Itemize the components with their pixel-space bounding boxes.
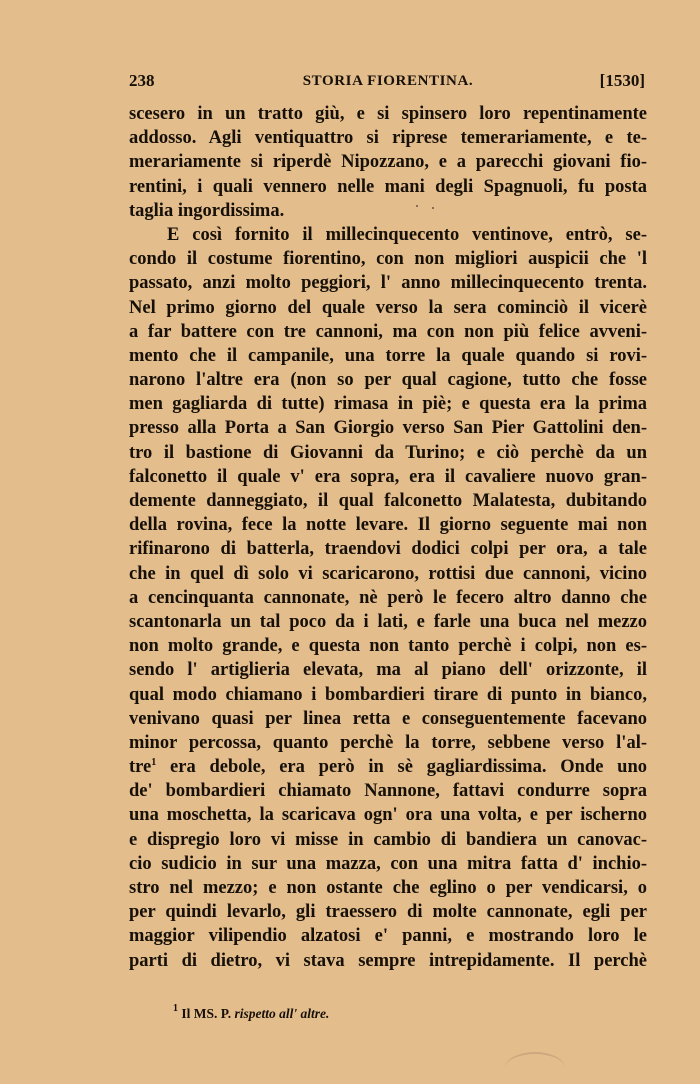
text-line: a far battere con tre cannoni, ma con non più felice avveni-	[129, 321, 647, 342]
text-line: passato, anzi molto peggiori, l' anno millecinquecento trenta.	[129, 273, 647, 294]
running-head	[129, 68, 647, 94]
text-line: venivano quasi per linea retta e conseguentemente facevano	[129, 708, 647, 729]
text-line: parti di dietro, vi stava sempre intrepidamente. Il perchè	[129, 950, 647, 971]
text-line: de' bombardieri chiamato Nannone, fattavi condurre sopra	[129, 781, 647, 802]
text-line: men gagliarda di tutte) rimasa in piè; e questa era la prima	[129, 394, 647, 415]
page-number: 238	[129, 71, 155, 90]
footnote-ref[interactable]: 1	[151, 757, 157, 769]
text-line: Nel primo giorno del quale verso la sera cominciò il vicerè	[129, 297, 647, 318]
text-line: sendo l' artiglieria elevata, ma al piano dell' orizzonte, il	[129, 660, 647, 681]
text-line: qual modo chiamano i bombardieri tirare di punto in bianco,	[129, 684, 647, 705]
text-line: cio sudicio in sur una mazza, con una mitra fatta d' inchio-	[129, 853, 647, 874]
text-line: demente danneggiato, il qual falconetto Malatesta, dubitando	[129, 491, 647, 511]
text-line: scesero in un tratto giù, e si spinsero loro repentinamente	[129, 104, 647, 124]
footnote-italic: rispetto all' altre.	[234, 1006, 330, 1021]
text-line: tro il bastione di Giovanni da Turino; e ciò perchè da un	[129, 442, 647, 463]
line-rest: era debole, era però in sè gagliardissima. Onde uno	[170, 757, 647, 778]
text-line: e dispregio loro vi misse in cambio di bandiera un canovac-	[129, 829, 647, 850]
ink-speck	[432, 207, 434, 209]
text-line: narono l'altre era (non so per qual cagione, tutto che fosse	[129, 370, 647, 391]
ink-speck	[416, 205, 418, 207]
text-line: falconetto il quale v' era sopra, era il cavaliere nuovo gran-	[129, 466, 647, 487]
text-line: taglia ingordissima.	[129, 200, 285, 221]
text-line: E così fornito il millecinquecento ventinove, entrò, se-	[167, 224, 647, 245]
text-line: scantonarla un tal poco da i lati, e farle una buca nel mezzo	[129, 611, 647, 632]
text-line: rifinarono di batterla, traendovi dodici colpi per ora, a tale	[129, 539, 647, 560]
text-line-with-footnote-ref	[129, 755, 647, 779]
text-line: mento che il campanile, una torre la quale quando si rovi-	[129, 345, 647, 366]
text-line: non molto grande, e questa non tanto perchè i colpi, non es-	[129, 636, 647, 657]
text-line: rentini, i quali vennero nelle mani degli Spagnuoli, fu posta	[129, 176, 647, 197]
footnote-marker: 1	[173, 1003, 178, 1014]
text-line: a cencinquanta cannonate, nè però le fecero altro danno che	[129, 587, 647, 608]
text-line: maggior vilipendio alzatosi e' panni, e mostrando loro le	[129, 926, 647, 947]
text-line: che in quel dì solo vi scaricarono, rottisi due cannoni, vicino	[129, 563, 647, 584]
text-line: della rovina, fece la notte levare. Il giorno seguente mai non	[129, 515, 647, 536]
text-line: presso alla Porta a San Giorgio verso San Pier Gattolini den-	[129, 418, 647, 439]
footnote-lead: Il MS. P.	[181, 1006, 232, 1021]
text-line: minor percossa, quanto perchè la torre, sebbene verso l'al-	[129, 732, 647, 753]
scan-watermark-fragment	[505, 1052, 565, 1084]
footnote	[173, 1004, 329, 1024]
text-line: per quindi levarlo, gli traessero di molte cannonate, egli per	[129, 902, 647, 923]
text-line: stro nel mezzo; e non ostante che eglino o per vendicarsi, o	[129, 878, 647, 898]
text-line: merariamente si riperdè Nipozzano, e a parecchi giovani fio-	[129, 152, 647, 173]
text-line: una moschetta, la scaricava ogn' ora una volta, e per ischerno	[129, 805, 647, 826]
body-text	[129, 102, 647, 973]
text-line: addosso. Agli ventiquattro si riprese temerariamente, e te-	[129, 128, 647, 149]
running-title: STORIA FIORENTINA.	[302, 73, 474, 89]
text-line: condo il costume fiorentino, con non migliori auspicii che 'l	[129, 249, 647, 270]
running-year: [1530]	[599, 71, 645, 90]
line-prefix: tre	[129, 757, 152, 778]
